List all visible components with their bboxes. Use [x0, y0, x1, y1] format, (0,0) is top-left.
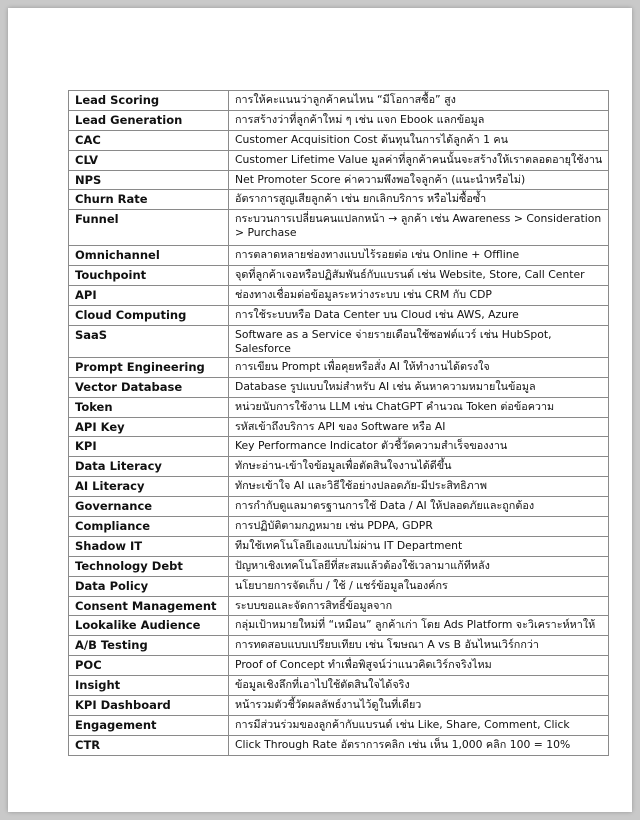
table-row	[69, 437, 609, 457]
table-row	[69, 170, 609, 190]
table-row	[69, 676, 609, 696]
glossary-table-body	[69, 91, 609, 756]
table-row	[69, 91, 609, 111]
term-cell: Insight	[69, 676, 229, 696]
definition-cell: ทักษะอ่าน-เข้าใจข้อมูลเพื่อตัดสินใจงานได้ดีขึ้น	[229, 457, 609, 477]
definition-cell: การมีส่วนร่วมของลูกค้ากับแบรนด์ เช่น Like, Share, Comment, Click	[229, 715, 609, 735]
definition-cell: Database รูปแบบใหม่สำหรับ AI เช่น ค้นหาความหมายในข้อมูล	[229, 377, 609, 397]
term-cell: Funnel	[69, 210, 229, 246]
term-cell: Cloud Computing	[69, 306, 229, 326]
definition-cell: กลุ่มเป้าหมายใหม่ที่ “เหมือน” ลูกค้าเก่า โดย Ads Platform จะวิเคราะห์หาให้	[229, 616, 609, 636]
table-row	[69, 397, 609, 417]
definition-cell: ปัญหาเชิงเทคโนโลยีที่สะสมแล้วต้องใช้เวลามาแก้ทีหลัง	[229, 556, 609, 576]
term-cell: Data Policy	[69, 576, 229, 596]
definition-cell: นโยบายการจัดเก็บ / ใช้ / แชร์ข้อมูลในองค์กร	[229, 576, 609, 596]
term-cell: Compliance	[69, 517, 229, 537]
term-cell: Consent Management	[69, 596, 229, 616]
table-row	[69, 325, 609, 357]
definition-cell: การทดสอบแบบเปรียบเทียบ เช่น โฆษณา A vs B อันไหนเวิร์กกว่า	[229, 636, 609, 656]
table-row	[69, 556, 609, 576]
definition-cell: จุดที่ลูกค้าเจอหรือปฏิสัมพันธ์กับแบรนด์ เช่น Website, Store, Call Center	[229, 266, 609, 286]
term-cell: Data Literacy	[69, 457, 229, 477]
table-row	[69, 286, 609, 306]
term-cell: KPI Dashboard	[69, 696, 229, 716]
definition-cell: การใช้ระบบหรือ Data Center บน Cloud เช่น AWS, Azure	[229, 306, 609, 326]
term-cell: Prompt Engineering	[69, 357, 229, 377]
definition-cell: การปฏิบัติตามกฎหมาย เช่น PDPA, GDPR	[229, 517, 609, 537]
definition-cell: หน่วยนับการใช้งาน LLM เช่น ChatGPT คำนวณ Token ต่อข้อความ	[229, 397, 609, 417]
table-row	[69, 596, 609, 616]
definition-cell: ทักษะเข้าใจ AI และวิธีใช้อย่างปลอดภัย-มีประสิทธิภาพ	[229, 477, 609, 497]
table-row	[69, 110, 609, 130]
table-row	[69, 497, 609, 517]
table-row	[69, 696, 609, 716]
term-cell: A/B Testing	[69, 636, 229, 656]
definition-cell: การเขียน Prompt เพื่อคุยหรือสั่ง AI ให้ทำงานได้ตรงใจ	[229, 357, 609, 377]
term-cell: Lookalike Audience	[69, 616, 229, 636]
definition-cell: รหัสเข้าถึงบริการ API ของ Software หรือ AI	[229, 417, 609, 437]
definition-cell: การกำกับดูแลมาตรฐานการใช้ Data / AI ให้ปลอดภัยและถูกต้อง	[229, 497, 609, 517]
term-cell: API	[69, 286, 229, 306]
table-row	[69, 417, 609, 437]
definition-cell: ข้อมูลเชิงลึกที่เอาไปใช้ตัดสินใจได้จริง	[229, 676, 609, 696]
table-row	[69, 715, 609, 735]
document-page	[8, 8, 632, 812]
definition-cell: การให้คะแนนว่าลูกค้าคนไหน “มีโอกาสซื้อ” สูง	[229, 91, 609, 111]
definition-cell: กระบวนการเปลี่ยนคนแปลกหน้า → ลูกค้า เช่น Awareness > Consideration > Purchase	[229, 210, 609, 246]
definition-cell: การสร้างว่าที่ลูกค้าใหม่ ๆ เช่น แจก Ebook แลกข้อมูล	[229, 110, 609, 130]
definition-cell: Proof of Concept ทำเพื่อพิสูจน์ว่าแนวคิดเวิร์กจริงไหม	[229, 656, 609, 676]
table-row	[69, 150, 609, 170]
definition-cell: Key Performance Indicator ตัวชี้วัดความสำเร็จของงาน	[229, 437, 609, 457]
definition-cell: Software as a Service จ่ายรายเดือนใช้ซอฟต์แวร์ เช่น HubSpot, Salesforce	[229, 325, 609, 357]
table-row	[69, 735, 609, 755]
term-cell: NPS	[69, 170, 229, 190]
table-row	[69, 357, 609, 377]
table-row	[69, 616, 609, 636]
term-cell: API Key	[69, 417, 229, 437]
definition-cell: Click Through Rate อัตราการคลิก เช่น เห็น 1,000 คลิก 100 = 10%	[229, 735, 609, 755]
term-cell: Lead Scoring	[69, 91, 229, 111]
table-row	[69, 130, 609, 150]
table-row	[69, 656, 609, 676]
table-row	[69, 636, 609, 656]
term-cell: Lead Generation	[69, 110, 229, 130]
definition-cell: Customer Lifetime Value มูลค่าที่ลูกค้าคนนั้นจะสร้างให้เราตลอดอายุใช้งาน	[229, 150, 609, 170]
table-row	[69, 306, 609, 326]
table-row	[69, 536, 609, 556]
table-row	[69, 377, 609, 397]
term-cell: Technology Debt	[69, 556, 229, 576]
term-cell: AI Literacy	[69, 477, 229, 497]
table-row	[69, 477, 609, 497]
definition-cell: ช่องทางเชื่อมต่อข้อมูลระหว่างระบบ เช่น CRM กับ CDP	[229, 286, 609, 306]
term-cell: CTR	[69, 735, 229, 755]
table-row	[69, 266, 609, 286]
table-row	[69, 246, 609, 266]
term-cell: Engagement	[69, 715, 229, 735]
table-row	[69, 576, 609, 596]
term-cell: Churn Rate	[69, 190, 229, 210]
glossary-table	[68, 90, 609, 756]
definition-cell: Net Promoter Score ค่าความพึงพอใจลูกค้า (แนะนำหรือไม่)	[229, 170, 609, 190]
term-cell: Governance	[69, 497, 229, 517]
definition-cell: ทีมใช้เทคโนโลยีเองแบบไม่ผ่าน IT Department	[229, 536, 609, 556]
definition-cell: หน้ารวมตัวชี้วัดผลลัพธ์งานไว้ดูในที่เดียว	[229, 696, 609, 716]
term-cell: Token	[69, 397, 229, 417]
definition-cell: ระบบขอและจัดการสิทธิ์ข้อมูลจาก	[229, 596, 609, 616]
table-row	[69, 190, 609, 210]
term-cell: Touchpoint	[69, 266, 229, 286]
definition-cell: การตลาดหลายช่องทางแบบไร้รอยต่อ เช่น Online + Offline	[229, 246, 609, 266]
definition-cell: อัตราการสูญเสียลูกค้า เช่น ยกเลิกบริการ หรือไม่ซื้อซ้ำ	[229, 190, 609, 210]
table-row	[69, 517, 609, 537]
table-row	[69, 210, 609, 246]
term-cell: SaaS	[69, 325, 229, 357]
definition-cell: Customer Acquisition Cost ต้นทุนในการได้ลูกค้า 1 คน	[229, 130, 609, 150]
term-cell: KPI	[69, 437, 229, 457]
term-cell: Omnichannel	[69, 246, 229, 266]
table-row	[69, 457, 609, 477]
term-cell: Vector Database	[69, 377, 229, 397]
term-cell: Shadow IT	[69, 536, 229, 556]
term-cell: CLV	[69, 150, 229, 170]
term-cell: CAC	[69, 130, 229, 150]
term-cell: POC	[69, 656, 229, 676]
